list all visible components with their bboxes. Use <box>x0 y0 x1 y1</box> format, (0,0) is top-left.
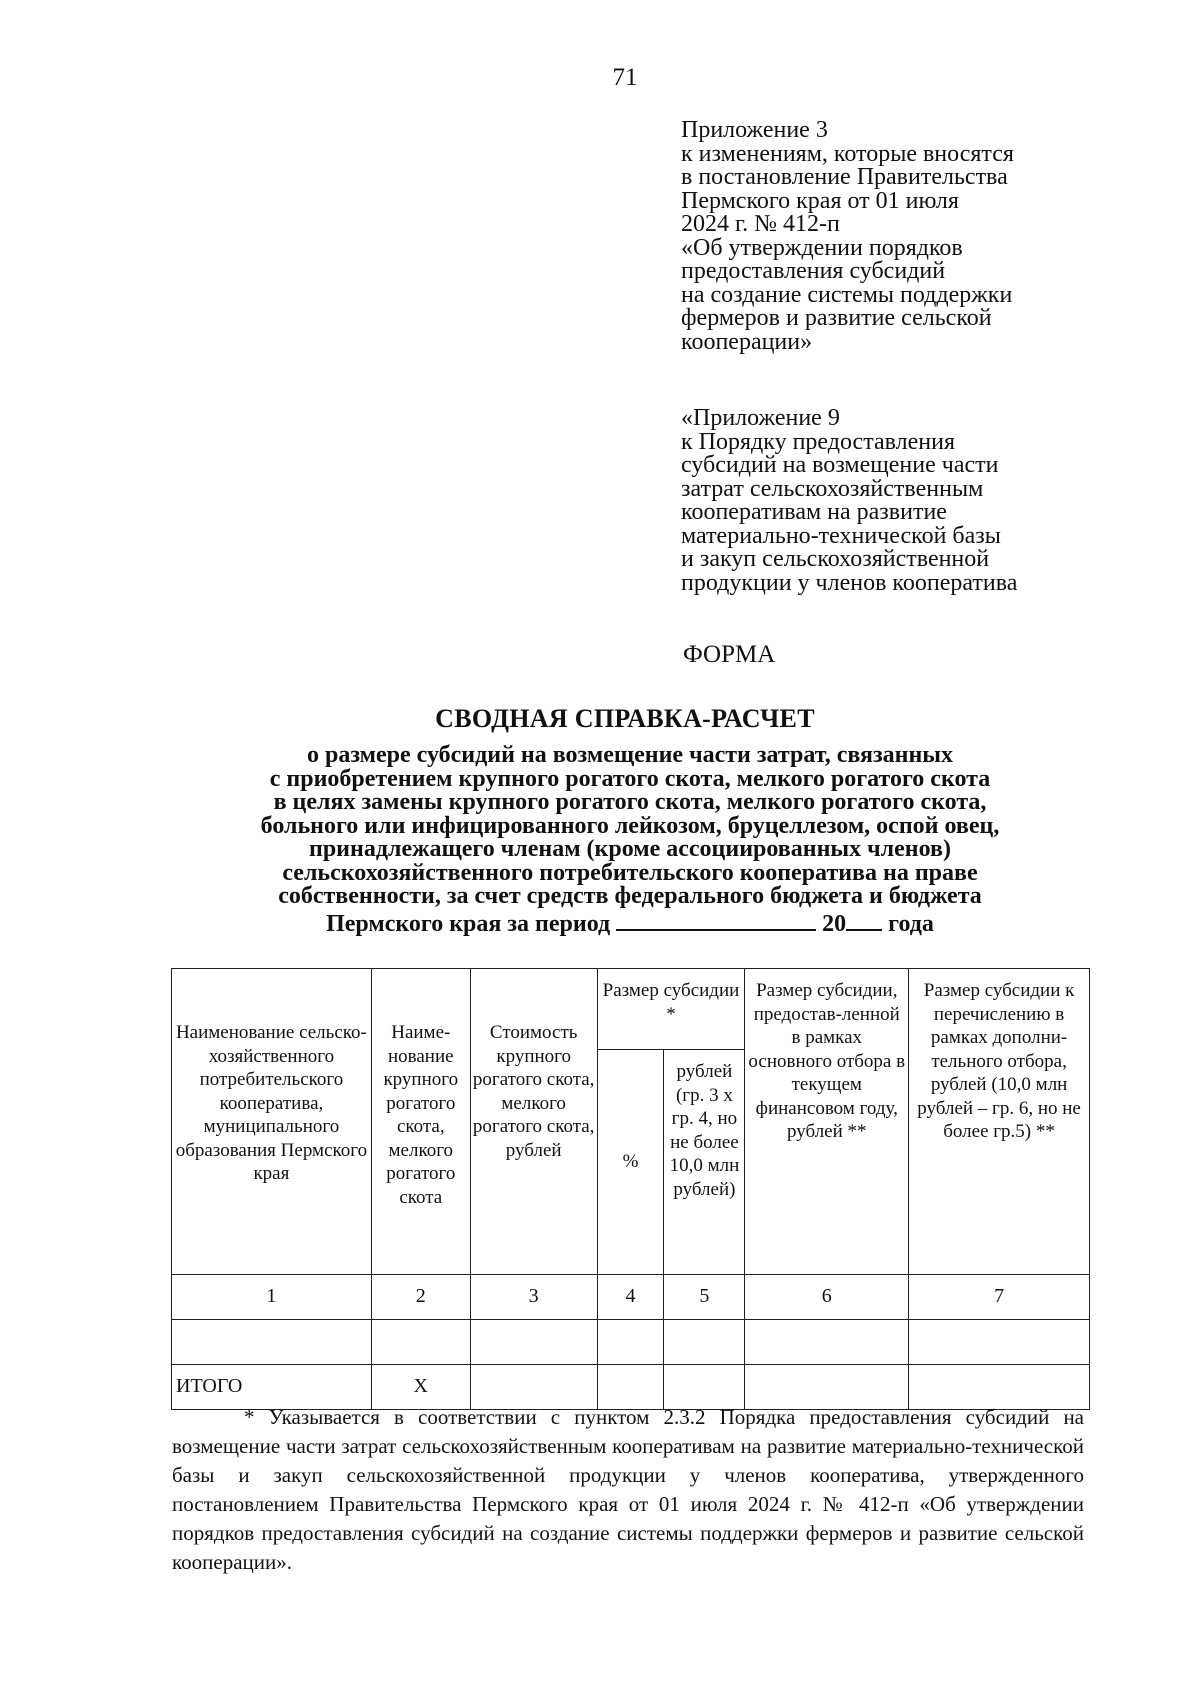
column-number: 6 <box>745 1275 909 1320</box>
header-cattle-cost <box>470 969 597 1275</box>
form-label: ФОРМА <box>683 641 776 668</box>
column-number-row <box>172 1275 1090 1320</box>
annex-procedure-line: к Порядку предоставления <box>681 428 956 455</box>
header-subsidy-rubles: рублей (гр. 3 х гр. 4, но не более 10,0 млн рублей) <box>664 1050 745 1275</box>
column-number: 4 <box>597 1275 664 1320</box>
table-cell[interactable] <box>470 1320 597 1365</box>
subtitle-line: о размере субсидий на возмещение части затрат, связанных <box>306 742 954 768</box>
annex-amendment-line: Приложение 3 <box>681 117 828 143</box>
annex-amendment-block <box>681 119 1101 354</box>
header-subsidy-additional-selection <box>909 969 1090 1275</box>
total-col2-mark: Х <box>371 1365 470 1410</box>
header-cattle-cost-text: Стоимость крупного рогатого скота, мелкого рогатого скота, рублей <box>472 1022 595 1161</box>
subtitle-line: в целях замены крупного рогатого скота, мелкого рогатого скота, <box>273 789 987 815</box>
table-cell[interactable] <box>664 1320 745 1365</box>
column-number: 3 <box>470 1275 597 1320</box>
annex-amendment-line: фермеров и развитие сельской <box>681 305 992 331</box>
subtitle-line: собственности, за счет средств федерального бюджета и бюджета <box>278 883 982 909</box>
header-cooperative-name <box>172 969 372 1275</box>
period-year: 20 <box>822 910 847 937</box>
total-label: ИТОГО <box>172 1365 372 1410</box>
header-cattle-name-text: Наиме-нование крупного рогатого скота, мелкого рогатого скота <box>383 1022 459 1208</box>
header-subsidy-percent: % <box>597 1050 664 1275</box>
annex-amendment-line: в постановление Правительства <box>681 164 1008 190</box>
calculation-table <box>171 968 1090 1410</box>
annex-amendment-line: на создание системы поддержки <box>681 281 1013 308</box>
annex-procedure-line: и закуп сельскохозяйственной <box>681 546 990 572</box>
annex-procedure-line: «Приложение 9 <box>681 405 840 431</box>
table-cell[interactable] <box>745 1320 909 1365</box>
page-number: 71 <box>612 64 638 91</box>
table-row <box>172 1320 1090 1365</box>
column-number: 7 <box>909 1275 1090 1320</box>
document-title: СВОДНАЯ СПРАВКА-РАСЧЕТ <box>435 704 815 733</box>
annex-amendment-line: кооперации» <box>681 328 813 355</box>
subtitle-line: с приобретением крупного рогатого скота, мелкого рогатого скота <box>269 765 991 792</box>
annex-amendment-line: предоставления субсидий <box>681 258 946 284</box>
period-suffix: года <box>888 910 934 937</box>
table-cell[interactable] <box>597 1320 664 1365</box>
annex-amendment-line: «Об утверждении порядков <box>681 234 963 261</box>
subtitle-line: принадлежащего членам (кроме ассоциированных членов) <box>309 836 951 862</box>
header-subsidy-main-selection <box>745 969 909 1275</box>
year-blank[interactable] <box>846 909 882 931</box>
table-cell[interactable] <box>371 1320 470 1365</box>
table-cell[interactable] <box>172 1320 372 1365</box>
subtitle-line: сельскохозяйственного потребительского кооператива на праве <box>282 859 978 886</box>
column-number: 5 <box>664 1275 745 1320</box>
footnote: * Указывается в соответствии с пунктом 2.3.2 Порядка предоставления субсидий на возмещение части затрат сельскохозяйственным кооперативам на развитие материально-технической базы и закуп сельскохозяйственной продукции у членов кооператива, утвержденного постановлением Правительства Пермского края от 01 июля 2024 г. № 412-п «Об утверждении порядков предоставления субсидий на создание системы поддержки фермеров и развитие сельской кооперации». <box>172 1405 1084 1574</box>
document-subtitle <box>170 744 1090 936</box>
header-cattle-name <box>371 969 470 1275</box>
subtitle-line: больного или инфицированного лейкозом, бруцеллезом, оспой овец, <box>260 812 1000 839</box>
subtitle-period-line <box>170 909 1090 937</box>
table-cell[interactable] <box>909 1320 1090 1365</box>
annex-procedure-line: материально-технической базы <box>681 522 1001 549</box>
annex-amendment-line: к изменениям, которые вносятся <box>681 140 1014 167</box>
header-cooperative-name-text: Наименование сельско-хозяйственного потребительского кооператива, муниципального образования Пермского края <box>175 1022 368 1184</box>
annex-procedure-line: кооперативам на развитие <box>681 499 947 525</box>
column-number: 2 <box>371 1275 470 1320</box>
annex-procedure-line: субсидий на возмещение части <box>681 452 999 478</box>
annex-procedure-block <box>681 407 1101 595</box>
annex-procedure-line: затрат сельскохозяйственным <box>681 475 984 502</box>
period-blank[interactable] <box>616 909 816 931</box>
annex-procedure-line: продукции у членов кооператива <box>681 569 1018 596</box>
annex-amendment-line: 2024 г. № 412-п <box>681 211 840 237</box>
header-subsidy-additional-selection-text: Размер субсидии к перечислению в рамках дополни-тельного отбора, рублей (10,0 млн рублей – гр. 6, но не более гр.5) ** <box>917 980 1081 1142</box>
period-prefix: Пермского края за период <box>326 910 611 937</box>
column-number: 1 <box>172 1275 372 1320</box>
header-subsidy-main-selection-text: Размер субсидии, предостав-ленной в рамках основного отбора в текущем финансовом году, рублей ** <box>748 980 906 1142</box>
annex-amendment-line: Пермского края от 01 июля <box>681 187 959 214</box>
header-subsidy-size-group: Размер субсидии * <box>597 969 745 1050</box>
